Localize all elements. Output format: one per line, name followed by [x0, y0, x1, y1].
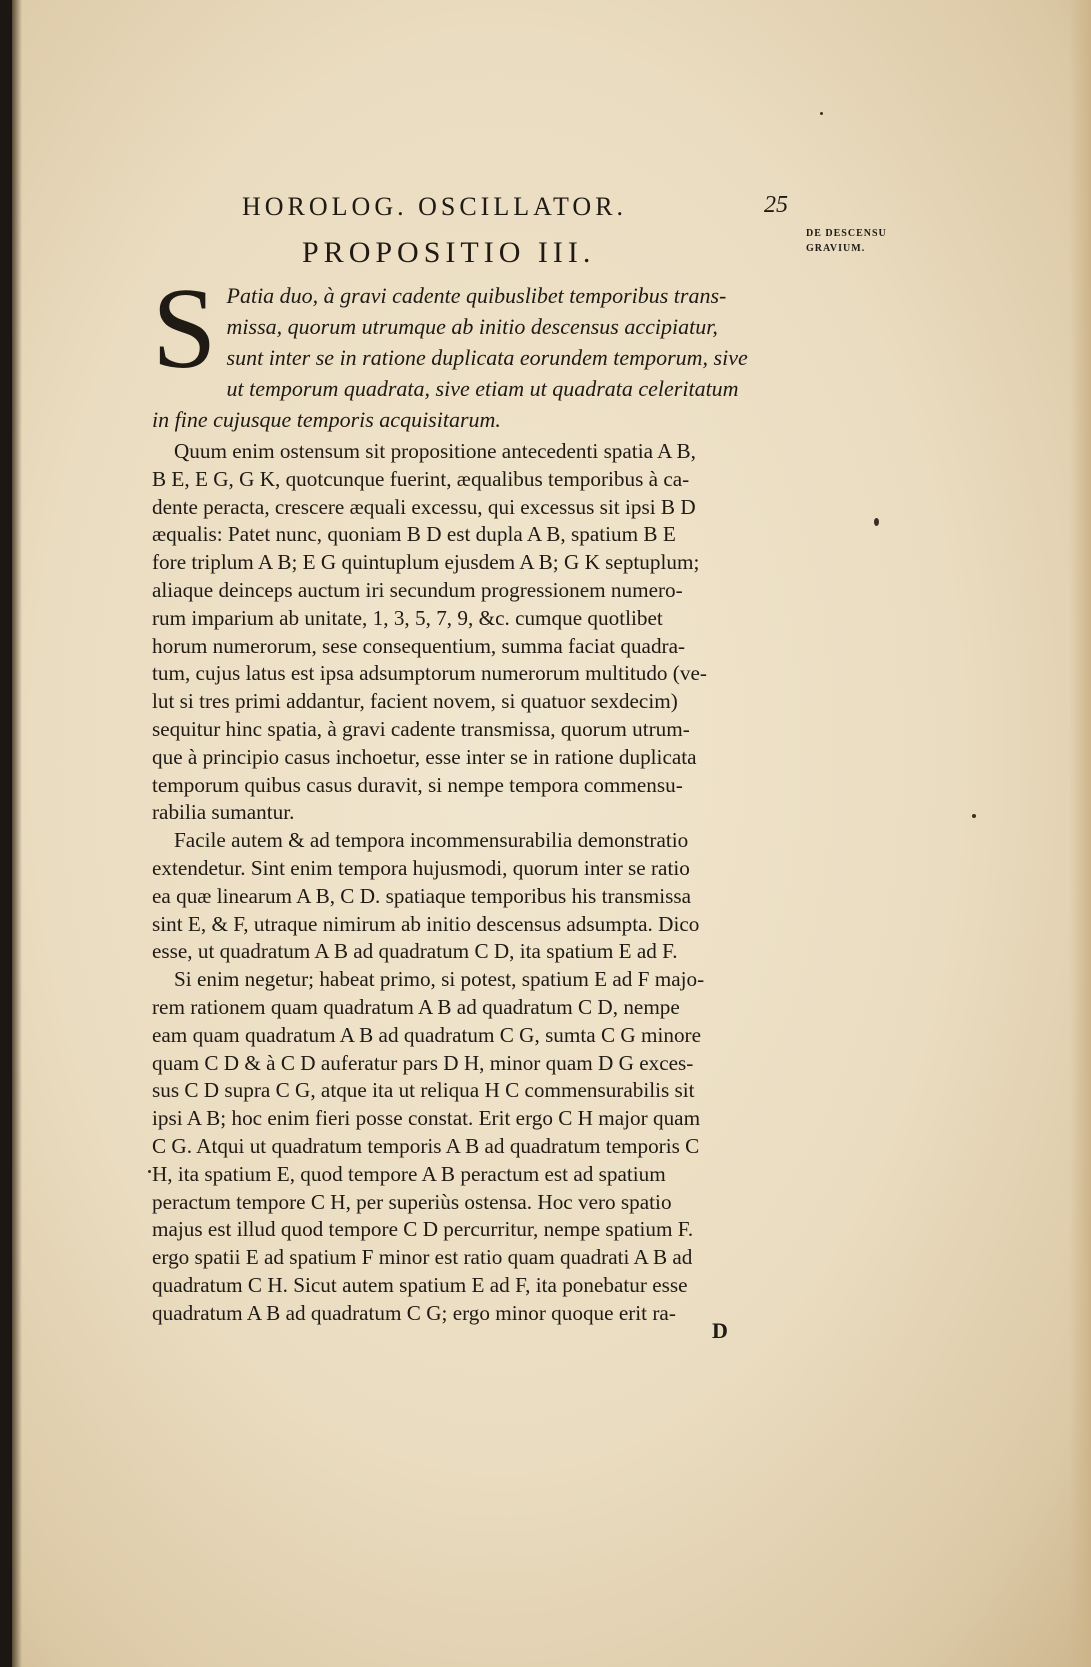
text-line: dente peracta, crescere æquali excessu, qui excessus sit ipsi B D: [152, 494, 696, 519]
text-line: aliaque deinceps auctum iri secundum progressionem numero-: [152, 577, 683, 602]
statement-line: Patia duo, à gravi cadente quibuslibet temporibus trans-: [226, 283, 727, 308]
text-line: eam quam quadratum A B ad quadratum C G, sumta C G minore: [152, 1022, 702, 1047]
text-line: quam C D & à C D auferatur pars D H, minor quam D G exces-: [152, 1050, 694, 1075]
signature-mark: D: [712, 1318, 728, 1343]
text-line: Quum enim ostensum sit propositione antecedenti spatia A B,: [174, 439, 696, 463]
statement-line: ut temporum quadrata, sive etiam ut quadrata celeritatum: [226, 376, 739, 401]
page-edge: [1069, 0, 1091, 1667]
drop-cap: S: [152, 265, 217, 393]
text-line: ea quæ linearum A B, C D. spatiaque temporibus his transmissa: [152, 883, 692, 908]
body-paragraph: [152, 966, 816, 1327]
proposition-heading: PROPOSITIO III.: [302, 236, 596, 269]
text-line: majus est illud quod tempore C D percurritur, nempe spatium F.: [152, 1217, 694, 1242]
running-head: HOROLOG. OSCILLATOR.: [242, 192, 628, 221]
paper-speck: [874, 518, 879, 526]
text-line: lut si tres primi addantur, facient novem, si quatuor sexdecim): [152, 689, 678, 714]
page-number: 25: [764, 192, 788, 218]
text-line: quadratum C H. Sicut autem spatium E ad F, ita ponebatur esse: [152, 1272, 688, 1297]
text-line: horum numerorum, sese consequentium, summa faciat quadra-: [152, 633, 686, 658]
text-line: esse, ut quadratum A B ad quadratum C D, ita spatium E ad F.: [152, 939, 678, 964]
book-page: [12, 0, 1091, 1667]
margin-note-line: GRAVIUM.: [806, 243, 866, 254]
text-line: tum, cujus latus est ipsa adsumptorum numerorum multitudo (ve-: [152, 661, 707, 686]
text-line: sequitur hinc spatia, à gravi cadente transmissa, quorum utrum-: [152, 716, 690, 741]
paper-speck: [148, 1170, 151, 1173]
body-paragraph: [152, 827, 816, 966]
text-line: sus C D supra C G, atque ita ut reliqua H C commensurabilis sit: [152, 1078, 695, 1103]
text-line: B E, E G, G K, quotcunque fuerint, æqualibus temporibus à ca-: [152, 466, 690, 491]
text-line: temporum quibus casus duravit, si nempe tempora commensu-: [152, 772, 683, 797]
proposition-statement: [152, 265, 812, 435]
text-line: Facile autem & ad tempora incommensurabilia demonstratio: [174, 828, 689, 853]
text-line: rem rationem quam quadratum A B ad quadratum C D, nempe: [152, 994, 680, 1019]
statement-line: in fine cujusque temporis acquisitarum.: [152, 407, 501, 432]
text-line: extendetur. Sint enim tempora hujusmodi, quorum inter se ratio: [152, 855, 690, 880]
text-line: rabilia sumantur.: [152, 800, 295, 825]
text-line: æqualis: Patet nunc, quoniam B D est dupla A B, spatium B E: [152, 522, 676, 547]
text-line: fore triplum A B; E G quintuplum ejusdem A B; G K septuplum;: [152, 550, 700, 575]
statement-line: missa, quorum utrumque ab initio descensus accipiatur,: [226, 314, 718, 339]
body-text: [152, 438, 816, 1328]
page-gutter-shadow: [12, 0, 22, 1667]
paper-speck: [820, 112, 823, 115]
text-line: sint E, & F, utraque nimirum ab initio descensus adsumpta. Dico: [152, 911, 700, 936]
text-line: C G. Atqui ut quadratum temporis A B ad quadratum temporis C: [152, 1133, 700, 1158]
text-line: H, ita spatium E, quod tempore A B peractum est ad spatium: [152, 1161, 666, 1186]
text-line: Si enim negetur; habeat primo, si potest, spatium E ad F majo-: [174, 967, 705, 992]
text-line: ergo spatii E ad spatium F minor est ratio quam quadrati A B ad: [152, 1245, 693, 1270]
margin-note: [806, 226, 906, 256]
text-line: rum imparium ab unitate, 1, 3, 5, 7, 9, &c. cumque quotlibet: [152, 605, 663, 630]
text-line: quadratum A B ad quadratum C G; ergo minor quoque erit ra-: [152, 1300, 676, 1325]
text-line: ipsi A B; hoc enim fieri posse constat. Erit ergo C H major quam: [152, 1106, 701, 1131]
margin-note-line: DE DESCENSU: [806, 228, 887, 239]
text-line: que à principio casus inchoetur, esse inter se in ratione duplicata: [152, 744, 697, 769]
body-paragraph: [152, 438, 816, 827]
text-line: peractum tempore C H, per superiùs ostensa. Hoc vero spatio: [152, 1189, 672, 1214]
statement-line: sunt inter se in ratione duplicata eorundem temporum, sive: [226, 345, 748, 370]
paper-speck: [972, 814, 976, 818]
